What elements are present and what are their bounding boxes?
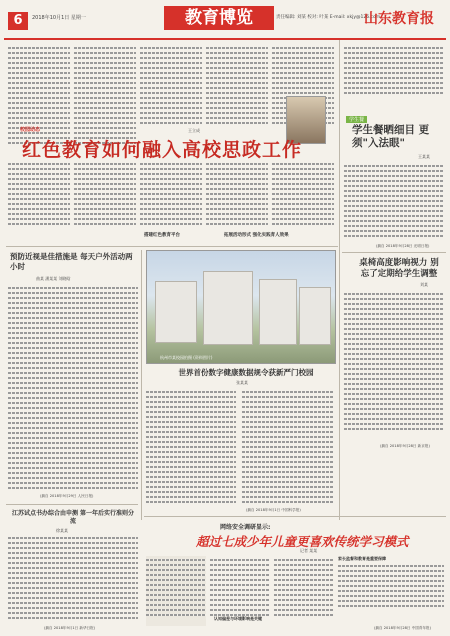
left-column-divider: [141, 250, 142, 520]
left-article-top-2: [74, 44, 136, 144]
right-top-body: [344, 162, 444, 242]
lead-divider: [6, 246, 338, 247]
photo-caption: 杭州市某校园拍摄 (资料图片): [160, 355, 213, 360]
page-number: 6: [8, 12, 28, 30]
center-mid-source: (摘自 2018年9月1日 中国科学报): [246, 508, 301, 512]
right-mid-source: (摘自 2018年9月28日 新京报): [380, 444, 430, 448]
right-intro-text: [344, 44, 444, 104]
left-bottom-body: [8, 534, 138, 624]
bottom-divider: [144, 516, 446, 517]
right-top-source: (摘自 2018年9月28日 光明日报): [376, 244, 430, 248]
section-title: 教育博览: [164, 6, 274, 30]
right-top-headline: 学生餐晒细目 更须"入法眼": [352, 124, 430, 149]
issue-date: 2018年10月1日 星期一: [32, 15, 86, 21]
lead-body-col2: [74, 160, 136, 226]
bottom-subhead-2: 家长监督和教育是重要保障: [338, 556, 386, 561]
lead-body-col5: [272, 160, 334, 226]
page-header: [4, 4, 446, 40]
bottom-subhead-1: 认知偏差与环境影响是关键: [214, 616, 262, 621]
left-bottom-divider: [6, 504, 138, 505]
left-bottom-byline: 徐某某: [56, 528, 68, 533]
left-mid-source: (摘自 2018年9月29日 人民日报): [40, 494, 94, 498]
left-mid-headline: 预防近视是佳措施是 每天户外活动两小时: [10, 252, 133, 271]
bottom-source: (摘自 2018年9月28日 中国青年报): [374, 626, 432, 630]
lead-body-col4: [206, 160, 268, 226]
bottom-body-col3: [338, 556, 444, 616]
lead-headline: 红色教育如何融入高校思政工作: [22, 139, 303, 161]
bottom-kicker: 网络安全调研显示:: [220, 524, 271, 531]
right-divider-1: [342, 252, 446, 253]
center-mid-body-2: [242, 388, 334, 508]
editor-meta: 责任编辑: 刘某 校对: 叶某 E-mail: xkjy@126.com: [276, 15, 381, 20]
category-badge: 学生餐: [346, 116, 367, 123]
right-top-byline: 王某某: [418, 154, 430, 159]
bottom-byline: 记者 某某: [300, 548, 318, 553]
column-divider: [339, 40, 340, 520]
bottom-headline: 超过七成少年儿童更喜欢传统学习模式: [196, 534, 409, 549]
center-mid-byline: 张某某: [236, 380, 248, 385]
masthead-logo: 山东教育报: [364, 11, 434, 27]
lead-kicker: 校园动态: [20, 127, 41, 133]
campus-photo: [146, 250, 336, 364]
lead-subhead-2: 拓展活动形式 强化实践育人效果: [224, 233, 289, 238]
lead-body-col1: [8, 160, 70, 226]
right-mid-headline: 桌椅高度影响视力 别忘了定期给学生调整: [359, 258, 439, 279]
left-mid-byline: 曲某 潘某某 刘晓晗: [36, 276, 71, 281]
center-article-top-2: [206, 44, 268, 124]
bottom-sidebar-box: [146, 556, 206, 626]
left-mid-body: [8, 284, 138, 494]
right-mid-byline: 刘某: [420, 282, 428, 287]
right-mid-body: [344, 290, 444, 440]
center-mid-headline: 世界首份数字健康数据规令获新严门校园: [178, 368, 314, 377]
lead-subhead-1: 搭建红色教育平台: [144, 233, 180, 238]
lead-body-col3: [140, 160, 202, 226]
left-bottom-source: (摘自 2018年9月1日 新华日报): [44, 626, 96, 630]
left-bottom-headline: 江苏试点书办综合由申测 第一年后实行准则分流: [11, 510, 135, 525]
center-mid-body-1: [146, 388, 236, 508]
bottom-body-col2: [274, 556, 334, 626]
lead-byline: 王立成: [188, 128, 200, 133]
center-article-top: [140, 44, 202, 124]
